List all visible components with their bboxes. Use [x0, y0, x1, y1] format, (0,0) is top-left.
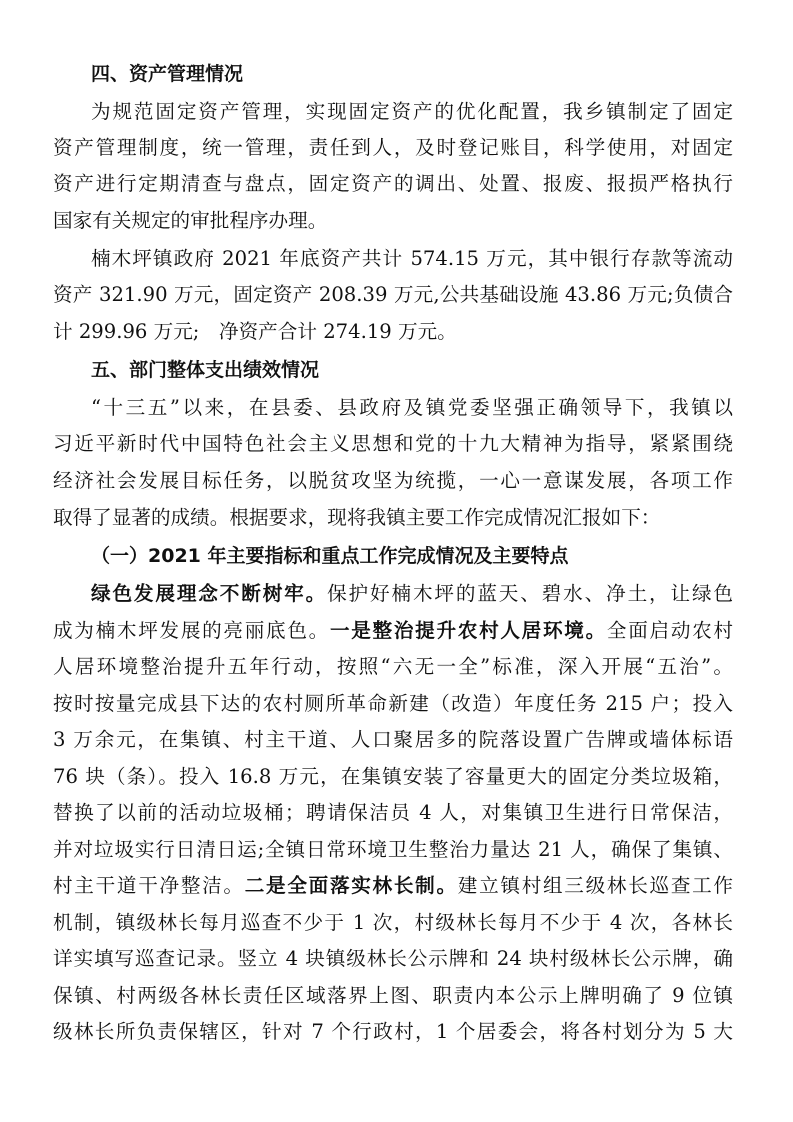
paragraph-line: 机制，镇级林长每月巡查不少于 1 次，村级林长每月不少于 4 次，各林长 — [53, 911, 733, 934]
paragraph-line: 为规范固定资产管理，实现固定资产的优化配置，我乡镇制定了固定 — [91, 100, 733, 123]
paragraph-line: 村主干道干净整洁。二是全面落实林长制。建立镇村组三级林长巡查工作 — [53, 874, 734, 897]
paragraph-line: 楠木坪镇政府 2021 年底资产共计 574.15 万元，其中银行存款等流动 — [91, 247, 733, 270]
paragraph-line: 资产管理制度，统一管理，责任到人，及时登记账目，科学使用，对固定 — [53, 136, 733, 159]
paragraph-line: 习近平新时代中国特色社会主义思想和党的十九大精神为指导，紧紧围绕 — [53, 432, 733, 455]
bold-lead-in: 一是整治提升农村人居环境。 — [329, 619, 607, 642]
paragraph-line: 3 万余元，在集镇、村主干道、人口聚居多的院落设置广告牌或墙体标语 — [53, 728, 733, 751]
paragraph-line: 资产进行定期清查与盘点，固定资产的调出、处置、报废、报损严格执行 — [53, 172, 733, 195]
paragraph-line: 按时按量完成县下达的农村厕所革命新建（改造）年度任务 215 户；投入 — [53, 692, 733, 715]
paragraph-line: 级林长所负责保辖区，针对 7 个行政村，1 个居委会，将各村划分为 5 大 — [53, 1020, 733, 1043]
paragraph-line: 76 块（条）。投入 16.8 万元，在集镇安装了容量更大的固定分类垃圾箱， — [53, 765, 733, 788]
paragraph-line: 计 299.96 万元; 净资产合计 274.19 万元。 — [53, 320, 457, 343]
section-heading-asset-management: 四、资产管理情况 — [91, 63, 244, 85]
paragraph-line: 经济社会发展目标任务，以脱贫攻坚为统揽，一心一意谋发展，各项工作 — [53, 469, 733, 492]
paragraph-line: 并对垃圾实行日清日运;全镇日常环境卫生整治力量达 21 人，确保了集镇、 — [53, 838, 733, 861]
section-heading-performance: 五、部门整体支出绩效情况 — [91, 359, 320, 381]
paragraph-line: 保镇、村两级各林长责任区域落界上图、职责内本公示上牌明确了 9 位镇 — [53, 984, 733, 1007]
paragraph-line: 资产 321.90 万元，固定资产 208.39 万元,公共基础设施 43.86 万元;负债合 — [53, 283, 733, 306]
paragraph-line: 国家有关规定的审批程序办理。 — [53, 209, 328, 232]
subsection-heading: （一）2021 年主要指标和重点工作完成情况及主要特点 — [91, 545, 569, 567]
bold-lead-in: 绿色发展理念不断树牢。 — [91, 582, 328, 605]
paragraph-line: 详实填写巡查记录。竖立 4 块镇级林长公示牌和 24 块村级林长公示牌，确 — [53, 947, 733, 970]
paragraph-line: “十三五”以来，在县委、县政府及镇党委坚强正确领导下，我镇以 — [91, 396, 733, 419]
paragraph-line: 绿色发展理念不断树牢。保护好楠木坪的蓝天、碧水、净土，让绿色 — [91, 582, 734, 605]
paragraph-line: 成为楠木坪发展的亮丽底色。一是整治提升农村人居环境。全面启动农村 — [53, 619, 734, 642]
paragraph-line: 人居环境整治提升五年行动，按照“六无一全”标准，深入开展“五治”。 — [53, 655, 733, 678]
paragraph-line: 替换了以前的活动垃圾桶；聘请保洁员 4 人，对集镇卫生进行日常保洁， — [53, 801, 733, 824]
paragraph-line: 取得了显著的成绩。根据要求，现将我镇主要工作完成情况汇报如下： — [53, 506, 661, 529]
bold-lead-in: 二是全面落实林长制。 — [244, 874, 458, 897]
